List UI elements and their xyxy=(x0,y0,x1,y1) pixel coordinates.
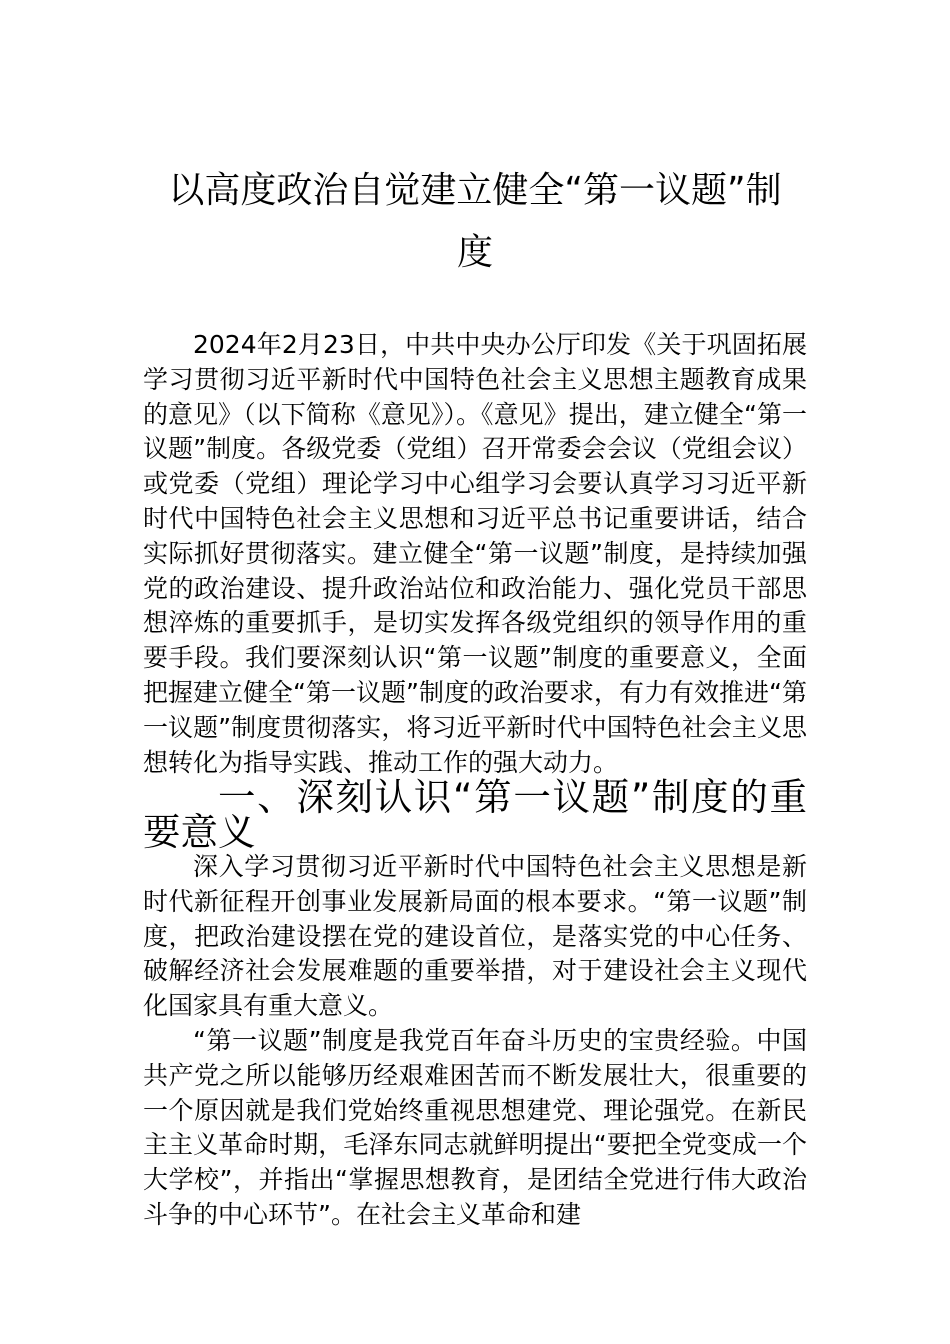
document-title-line-1: 以高度政治自觉建立健全“第一议题”制 xyxy=(168,170,782,211)
intro-paragraph: 2024年2月23日，中共中央办公厅印发《关于巩固拓展学习贯彻习近平新时代中国特色社会主义思想主题教育成果的意见》（以下简称《意见》）。《意见》提出，建立健全“第一议题”制度。各级党委（党组）召开常委会会议（党组会议）或党委（党组）理论学习中心组学习会要认真学习习近平新时代中国特色社会主义思想和习近平总书记重要讲话，结合实际抓好贯彻落实。建立健全“第一议题”制度，是持续加强党的政治建设、提升政治站位和政治能力、强化党员干部思想淬炼的重要抓手，是切实发挥各级党组织的领导作用的重要手段。我们要深刻认识“第一议题”制度的重要意义，全面把握建立健全“第一议题”制度的政治要求，有力有效推进“第一议题”制度贯彻落实，将习近平新时代中国特色社会主义思想转化为指导实践、推动工作的强大动力。 xyxy=(143,330,807,777)
document-title xyxy=(120,160,830,284)
section1-paragraph-1: 深入学习贯彻习近平新时代中国特色社会主义思想是新时代新征程开创事业发展新局面的根本要求。“第一议题”制度，把政治建设摆在党的建设首位，是落实党的中心任务、破解经济社会发展难题的重要举措，对于建设社会主义现代化国家具有重大意义。 xyxy=(143,851,807,1021)
document-body xyxy=(143,328,807,1233)
section-heading-1: 一、深刻认识“第一议题”制度的重要意义 xyxy=(143,775,807,855)
section1-paragraph-2: “第一议题”制度是我党百年奋斗历史的宝贵经验。中国共产党之所以能够历经艰难困苦而不断发展壮大，很重要的一个原因就是我们党始终重视思想建党、理论强党。在新民主主义革命时期，毛泽东同志就鲜明提出“要把全党变成一个大学校”，并指出“掌握思想教育，是团结全党进行伟大政治斗争的中心环节”。在社会主义革命和建 xyxy=(143,1025,807,1229)
document-title-line-2: 度 xyxy=(456,232,493,273)
